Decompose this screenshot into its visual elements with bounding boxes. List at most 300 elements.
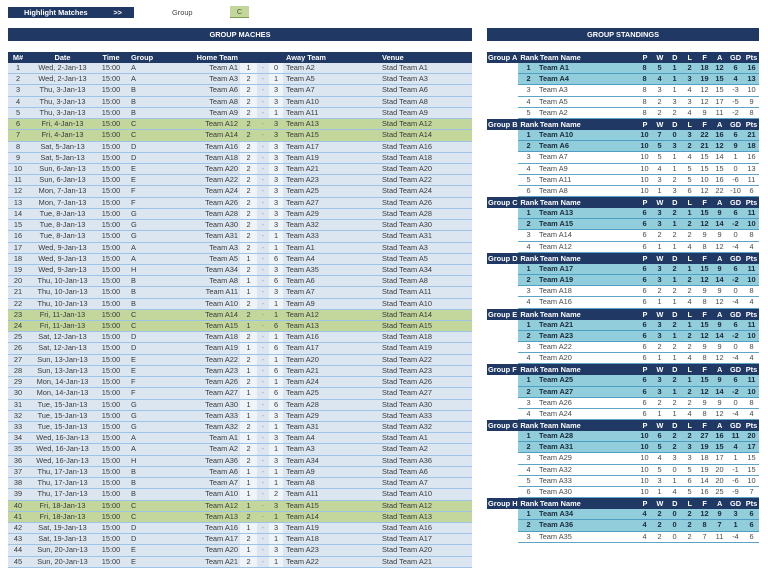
match-row[interactable] [8, 310, 472, 321]
match-row[interactable] [8, 388, 472, 399]
goals-for: 9 [702, 397, 707, 407]
match-row[interactable] [8, 108, 472, 119]
match-date: Tue, 15-Jan-13 [37, 410, 88, 420]
match-time: 15:00 [101, 377, 121, 387]
home-score[interactable]: 2 [240, 220, 257, 230]
standings-group-header [487, 253, 759, 264]
match-row[interactable] [8, 220, 472, 231]
match-row[interactable] [8, 422, 472, 433]
col-lost: L [687, 499, 692, 509]
venue: Stad Team A8 [382, 96, 428, 106]
match-row[interactable] [8, 153, 472, 164]
away-score[interactable]: 6 [269, 276, 283, 286]
played: 6 [642, 375, 647, 385]
goals-against: 7 [717, 520, 722, 530]
match-row[interactable] [8, 186, 472, 197]
away-score[interactable]: 1 [269, 377, 283, 387]
points: 4 [749, 353, 754, 363]
home-score[interactable]: 1 [240, 411, 257, 421]
score-separator: - [261, 220, 265, 230]
home-team: Team A6 [209, 466, 238, 476]
home-score[interactable]: 2 [240, 198, 257, 208]
match-group: D [131, 332, 137, 342]
score-separator: - [261, 141, 265, 151]
away-score[interactable]: 3 [273, 130, 279, 140]
away-score[interactable]: 6 [269, 343, 283, 353]
standings-row [487, 442, 759, 453]
away-score[interactable]: 3 [269, 198, 283, 208]
points: 11 [747, 375, 756, 385]
match-row[interactable] [8, 444, 472, 455]
match-time: 15:00 [101, 130, 121, 140]
match-row[interactable] [8, 299, 472, 310]
lost: 1 [687, 263, 692, 273]
drawn: 2 [672, 375, 677, 385]
drawn: 2 [672, 263, 677, 273]
away-score[interactable]: 1 [269, 74, 283, 84]
match-row[interactable] [8, 321, 472, 332]
won: 5 [657, 63, 662, 72]
team-name: Team A27 [539, 386, 574, 396]
match-number: 38 [13, 478, 23, 488]
away-score[interactable]: 3 [269, 265, 283, 275]
score-separator: - [261, 556, 265, 566]
rank: 4 [526, 464, 531, 474]
rank: 1 [526, 208, 531, 218]
match-number: 45 [13, 556, 23, 566]
away-score[interactable]: 3 [269, 220, 283, 230]
away-score[interactable]: 3 [269, 164, 283, 174]
standings-row [487, 164, 759, 175]
lost: 2 [687, 141, 692, 151]
away-score[interactable]: 3 [269, 85, 283, 95]
col-points: Pts [745, 253, 758, 263]
match-row[interactable] [8, 332, 472, 343]
match-group: F [131, 197, 136, 207]
group-selector[interactable]: C [230, 6, 249, 18]
played: 10 [640, 141, 649, 151]
score-separator: - [261, 545, 265, 555]
home-score[interactable]: 2 [240, 332, 257, 342]
score-separator: - [261, 175, 265, 185]
home-score[interactable]: 2 [240, 85, 257, 95]
goals-for: 19 [700, 464, 709, 474]
col-drawn: D [672, 499, 678, 509]
away-score[interactable]: 3 [269, 97, 283, 107]
match-number: 16 [13, 231, 23, 241]
home-score[interactable]: 2 [240, 299, 257, 309]
away-score[interactable]: 1 [269, 557, 283, 567]
home-score[interactable]: 1 [240, 467, 257, 477]
points: 11 [747, 263, 756, 273]
goal-diff: -1 [732, 464, 739, 474]
match-row[interactable] [8, 433, 472, 444]
match-row[interactable] [8, 287, 472, 298]
home-score[interactable]: 2 [246, 309, 251, 319]
col-group: Group [131, 53, 154, 62]
match-time: 15:00 [101, 74, 121, 84]
away-score[interactable]: 6 [269, 400, 283, 410]
col-played: P [642, 309, 648, 319]
away-score[interactable]: 3 [269, 523, 283, 533]
match-row[interactable] [8, 489, 472, 500]
match-row[interactable] [8, 97, 472, 108]
home-score[interactable]: 2 [246, 130, 251, 140]
match-date: Thu, 3-Jan-13 [39, 85, 86, 95]
home-score[interactable]: 2 [240, 175, 257, 185]
away-score[interactable]: 6 [273, 321, 279, 331]
goal-diff: -6 [732, 475, 739, 485]
standings-group-header [487, 498, 759, 509]
match-number: 27 [13, 354, 23, 364]
match-row[interactable] [8, 276, 472, 287]
home-score[interactable]: 1 [240, 433, 257, 443]
match-row[interactable] [8, 512, 472, 523]
points: 6 [749, 520, 754, 530]
home-score[interactable]: 1 [246, 321, 251, 331]
match-row[interactable] [8, 501, 472, 512]
match-date: Wed, 2-Jan-13 [38, 63, 87, 72]
group-name: Group H [488, 499, 518, 509]
match-row[interactable] [8, 400, 472, 411]
home-score[interactable]: 2 [240, 97, 257, 107]
match-group: G [131, 410, 137, 420]
highlight-matches-button[interactable] [8, 7, 134, 18]
team-name: Team A34 [539, 509, 574, 519]
col-against: A [716, 421, 723, 431]
match-date: Fri, 18-Jan-13 [39, 511, 86, 521]
away-score[interactable]: 3 [269, 411, 283, 421]
score-separator: - [261, 377, 265, 387]
away-score[interactable]: 1 [269, 478, 283, 488]
home-score[interactable]: 2 [240, 265, 257, 275]
away-score[interactable]: 1 [269, 534, 283, 544]
match-time: 15:00 [101, 63, 121, 72]
away-score[interactable]: 1 [269, 422, 283, 432]
venue: Stad Team A2 [382, 444, 428, 454]
standings-row [487, 509, 759, 520]
home-score[interactable]: 2 [246, 511, 251, 521]
lost: 1 [687, 375, 692, 385]
home-score[interactable]: 1 [240, 254, 257, 264]
away-score[interactable]: 1 [269, 467, 283, 477]
away-score[interactable]: 3 [269, 142, 283, 152]
match-group: B [131, 276, 136, 286]
away-score[interactable]: 1 [269, 444, 283, 454]
away-score[interactable]: 3 [269, 545, 283, 555]
match-row[interactable] [8, 63, 472, 74]
match-row[interactable] [8, 377, 472, 388]
away-score[interactable]: 6 [269, 388, 283, 398]
away-score[interactable]: 1 [269, 332, 283, 342]
home-score[interactable]: 1 [240, 276, 257, 286]
venue: Stad Team A26 [382, 197, 432, 207]
home-team: Team A8 [209, 276, 238, 286]
away-score[interactable]: 1 [269, 243, 283, 253]
match-row[interactable] [8, 523, 472, 534]
goal-diff: 6 [733, 319, 738, 329]
match-row[interactable] [8, 198, 472, 209]
rank: 1 [526, 509, 531, 519]
match-row[interactable] [8, 557, 472, 568]
away-team: Team A31 [286, 422, 319, 431]
home-score[interactable]: 2 [240, 422, 257, 432]
col-played: P [642, 421, 648, 431]
match-time: 15:00 [101, 399, 121, 409]
home-team: Team A17 [205, 534, 238, 544]
won: 3 [657, 85, 662, 95]
col-against: A [716, 119, 723, 129]
points: 20 [747, 431, 756, 441]
lost: 5 [687, 163, 692, 173]
away-team: Team A13 [286, 321, 319, 331]
home-score[interactable]: 1 [240, 287, 257, 297]
match-group: G [131, 399, 137, 409]
match-row[interactable] [8, 534, 472, 545]
match-group: B [131, 489, 136, 499]
away-score[interactable]: 3 [269, 433, 283, 443]
standings-row [487, 320, 759, 331]
home-score[interactable]: 2 [240, 164, 257, 174]
won: 5 [657, 152, 662, 162]
away-score[interactable]: 1 [273, 309, 279, 319]
home-score[interactable]: 1 [246, 500, 251, 510]
home-score[interactable]: 2 [240, 186, 257, 196]
drawn: 2 [672, 341, 677, 351]
match-row[interactable] [8, 265, 472, 276]
points: 4 [749, 241, 754, 251]
score-separator: - [261, 309, 265, 319]
drawn: 2 [672, 442, 677, 452]
rank: 1 [526, 263, 531, 273]
col-lost: L [687, 253, 692, 263]
match-date: Thu, 17-Jan-13 [37, 466, 88, 476]
home-score[interactable]: 2 [246, 119, 251, 129]
match-date: Thu, 10-Jan-13 [37, 287, 88, 297]
goal-diff: -2 [732, 219, 739, 229]
match-row[interactable] [8, 478, 472, 489]
away-score[interactable]: 6 [269, 254, 283, 264]
home-score[interactable]: 2 [240, 74, 257, 84]
match-time: 15:00 [101, 466, 121, 476]
home-score[interactable]: 1 [240, 63, 257, 73]
col-drawn: D [672, 421, 678, 431]
home-team: Team A14 [205, 309, 238, 319]
col-team-name: Team Name [539, 421, 581, 431]
rank: 2 [526, 442, 531, 452]
goals-for: 15 [700, 163, 709, 173]
drawn: 2 [672, 208, 677, 218]
away-score[interactable]: 1 [269, 355, 283, 365]
drawn: 2 [672, 174, 677, 184]
goal-diff: 6 [733, 129, 738, 139]
goal-diff: 1 [733, 453, 738, 463]
away-score[interactable]: 3 [269, 287, 283, 297]
away-score[interactable]: 3 [269, 175, 283, 185]
team-name: Team A19 [539, 275, 574, 284]
venue: Stad Team A1 [382, 433, 428, 443]
col-away-team: Away Team [286, 53, 326, 62]
goals-for: 12 [700, 219, 709, 229]
match-group: A [131, 253, 136, 263]
match-row[interactable] [8, 130, 472, 141]
match-row[interactable] [8, 175, 472, 186]
col-for: F [702, 198, 707, 208]
home-score[interactable]: 1 [240, 343, 257, 353]
home-score[interactable]: 2 [240, 108, 257, 118]
home-score[interactable]: 2 [240, 377, 257, 387]
away-score[interactable]: 1 [273, 511, 279, 521]
col-points: Pts [745, 198, 758, 208]
col-goal-diff: GD [730, 309, 742, 319]
match-row[interactable] [8, 366, 472, 377]
col-for: F [702, 499, 707, 509]
match-row[interactable] [8, 343, 472, 354]
match-time: 15:00 [101, 489, 121, 499]
match-row[interactable] [8, 209, 472, 220]
score-separator: - [261, 96, 265, 106]
away-score[interactable]: 3 [269, 153, 283, 163]
away-score[interactable]: 1 [269, 108, 283, 118]
home-score[interactable]: 1 [240, 478, 257, 488]
home-team: Team A3 [209, 74, 238, 84]
home-score[interactable]: 2 [240, 231, 257, 241]
score-separator: - [261, 478, 265, 488]
home-score[interactable]: 2 [240, 209, 257, 219]
score-separator: - [261, 388, 265, 398]
venue: Stad Team A12 [382, 500, 432, 510]
away-score[interactable]: 2 [269, 489, 283, 499]
match-time: 15:00 [101, 511, 121, 521]
home-score[interactable]: 1 [240, 545, 257, 555]
goals-for: 21 [700, 141, 709, 151]
home-score[interactable]: 2 [240, 534, 257, 544]
venue: Stad Team A9 [382, 107, 428, 117]
won: 6 [657, 431, 662, 441]
match-time: 15:00 [101, 197, 121, 207]
played: 6 [642, 208, 647, 218]
standings-row [487, 286, 759, 297]
home-team: Team A1 [209, 433, 238, 443]
home-score[interactable]: 2 [240, 142, 257, 152]
match-row[interactable] [8, 231, 472, 242]
lost: 4 [687, 241, 692, 251]
away-score[interactable]: 3 [273, 500, 279, 510]
goals-against: 14 [715, 386, 724, 396]
home-score[interactable]: 2 [240, 456, 257, 466]
match-time: 15:00 [101, 253, 121, 263]
match-row[interactable] [8, 74, 472, 85]
match-time: 15:00 [101, 343, 121, 353]
col-lost: L [687, 365, 692, 375]
venue: Stad Team A6 [382, 466, 428, 476]
team-name: Team A24 [539, 408, 572, 418]
match-row[interactable] [8, 456, 472, 467]
away-score[interactable]: 3 [269, 209, 283, 219]
away-team: Team A32 [286, 220, 319, 230]
col-won: W [656, 421, 664, 431]
away-score[interactable]: 1 [269, 231, 283, 241]
match-row[interactable] [8, 254, 472, 265]
rank: 2 [526, 141, 531, 151]
won: 2 [657, 96, 662, 106]
lost: 3 [687, 442, 692, 452]
rank: 1 [526, 63, 531, 72]
match-number: 5 [15, 107, 21, 117]
team-name: Team A15 [539, 219, 574, 229]
home-score[interactable]: 1 [240, 366, 257, 376]
highlight-matches-label: Highlight Matches [24, 8, 88, 17]
match-row[interactable] [8, 467, 472, 478]
home-score[interactable]: 1 [240, 523, 257, 533]
home-score[interactable]: 2 [240, 557, 257, 567]
lost: 1 [687, 208, 692, 218]
away-score[interactable]: 1 [269, 299, 283, 309]
venue: Stad Team A14 [382, 309, 432, 319]
away-score[interactable]: 3 [269, 456, 283, 466]
rank: 3 [526, 453, 531, 463]
home-score[interactable]: 2 [240, 444, 257, 454]
match-row[interactable] [8, 119, 472, 130]
away-score[interactable]: 3 [269, 186, 283, 196]
col-drawn: D [672, 53, 678, 62]
lost: 4 [687, 152, 692, 162]
match-row[interactable] [8, 142, 472, 153]
match-row[interactable] [8, 355, 472, 366]
match-row[interactable] [8, 243, 472, 254]
away-team: Team A23 [286, 175, 319, 185]
group-name: Group C [488, 198, 518, 208]
away-score[interactable]: 3 [273, 119, 279, 129]
match-row[interactable] [8, 164, 472, 175]
goal-diff: 0 [733, 163, 738, 173]
match-group: D [131, 522, 137, 532]
home-score[interactable]: 2 [240, 243, 257, 253]
lost: 2 [687, 275, 692, 284]
points: 10 [747, 85, 756, 95]
home-score[interactable]: 1 [240, 388, 257, 398]
home-score[interactable]: 1 [240, 400, 257, 410]
points: 8 [749, 107, 754, 117]
home-score[interactable]: 2 [240, 153, 257, 163]
lost: 5 [687, 487, 692, 496]
home-team: Team A21 [205, 556, 238, 566]
goals-for: 15 [700, 319, 709, 329]
match-date: Sat, 12-Jan-13 [38, 332, 87, 342]
match-row[interactable] [8, 545, 472, 556]
away-score[interactable]: 0 [269, 63, 283, 73]
home-score[interactable]: 2 [240, 355, 257, 365]
goals-against: 15 [715, 163, 724, 173]
match-date: Sat, 19-Jan-13 [38, 534, 87, 544]
points: 8 [749, 397, 754, 407]
match-row[interactable] [8, 85, 472, 96]
match-date: Tue, 8-Jan-13 [39, 208, 86, 218]
won: 2 [657, 107, 662, 117]
match-row[interactable] [8, 411, 472, 422]
goals-against: 14 [715, 152, 724, 162]
match-time: 15:00 [101, 208, 121, 218]
lost: 2 [687, 520, 692, 530]
played: 6 [642, 219, 647, 229]
played: 10 [640, 174, 649, 184]
col-team-name: Team Name [539, 53, 581, 62]
home-team: Team A9 [209, 107, 238, 117]
home-score[interactable]: 1 [240, 489, 257, 499]
away-score[interactable]: 6 [269, 366, 283, 376]
away-team: Team A17 [286, 141, 319, 151]
match-time: 15:00 [101, 410, 121, 420]
